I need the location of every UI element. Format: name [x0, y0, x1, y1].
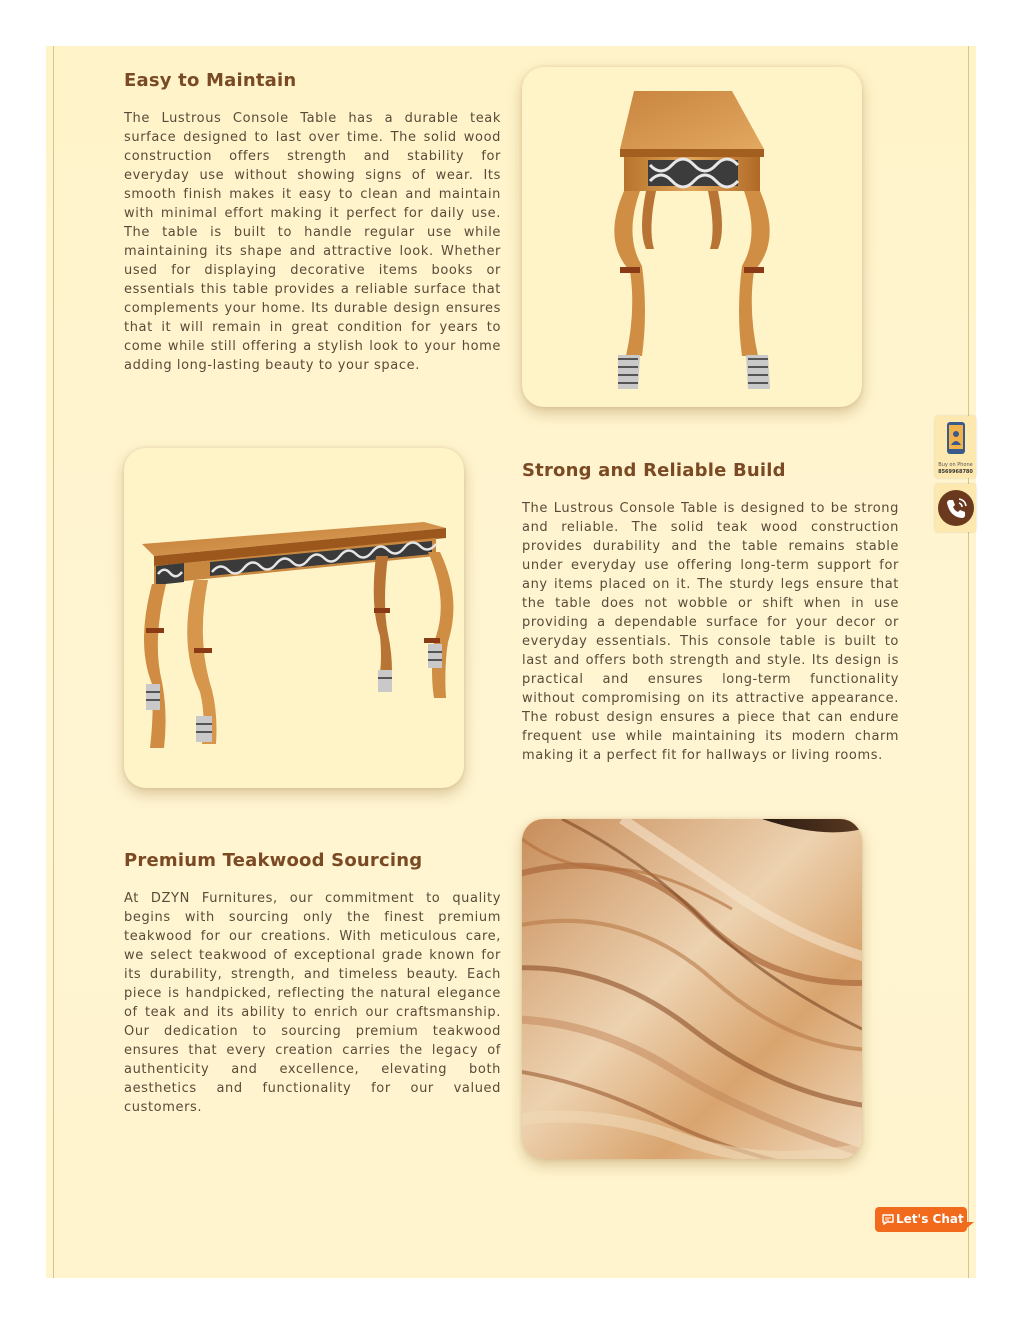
section-title-easy-to-maintain: Easy to Maintain	[124, 70, 297, 91]
table-end-view-image	[522, 67, 862, 407]
smartphone-icon	[945, 421, 967, 455]
section-title-strong-build: Strong and Reliable Build	[522, 460, 786, 481]
teakwood-grain-image	[522, 819, 862, 1159]
buy-on-phone-label: Buy on Phone	[938, 462, 973, 468]
phone-number: 8569968780	[938, 469, 973, 475]
page-border-right	[968, 46, 969, 1278]
chat-button-tail	[962, 1222, 974, 1232]
phone-call-icon	[937, 489, 975, 527]
section-body-strong-build: The Lustrous Console Table is designed to be strong and reliable. The solid teak wood construction provides durability and the table remains stable under everyday use offering long-term support for any items placed on it. The sturdy legs ensure that the table does not wobble or shift when in use providing a dependable surface for your decor or everyday essentials. This console table is built to last and offers both strength and style. Its design is practical and ensures long-term functionality without compromising on its attractive appearance. The robust design ensures a piece that can endure frequent use while maintaining its modern charm making it a perfect fit for hallways or living rooms.	[522, 501, 899, 763]
chat-icon	[882, 1214, 894, 1225]
section-body-teakwood-sourcing: At DZYN Furnitures, our commitment to quality begins with sourcing only the finest premium teakwood for our creations. With meticulous care, we select teakwood of exceptional grade known for its durability, strength, and timeless beauty. Each piece is handpicked, reflecting the natural elegance of teak and its ability to enrich our craftsmanship. Our dedication to sourcing premium teakwood ensures that every creation carries the legacy of authenticity and excellence, elevating both aesthetics and functionality for our valued customers.	[124, 891, 501, 1115]
buy-on-phone-widget[interactable]	[935, 416, 976, 478]
page-border-left	[53, 46, 54, 1278]
section-title-teakwood-sourcing: Premium Teakwood Sourcing	[124, 850, 423, 871]
call-widget[interactable]	[935, 484, 976, 532]
section-body-easy-to-maintain: The Lustrous Console Table has a durable teak surface designed to last over time. The solid wood construction offers strength and stability for everyday use without showing signs of wear. Its smooth finish makes it easy to clean and maintain with minimal effort making it perfect for daily use. The table is built to handle regular use while maintaining its shape and attractive look. Whether used for displaying decorative items books or essentials this table provides a reliable surface that complements your home. Its durable design ensures that it will remain in great condition for years to come while still offering a stylish look to your home adding long-lasting beauty to your space.	[124, 111, 501, 373]
lets-chat-label: Let's Chat	[896, 1212, 964, 1226]
table-side-view-image	[124, 448, 464, 788]
lets-chat-button[interactable]	[875, 1207, 967, 1232]
